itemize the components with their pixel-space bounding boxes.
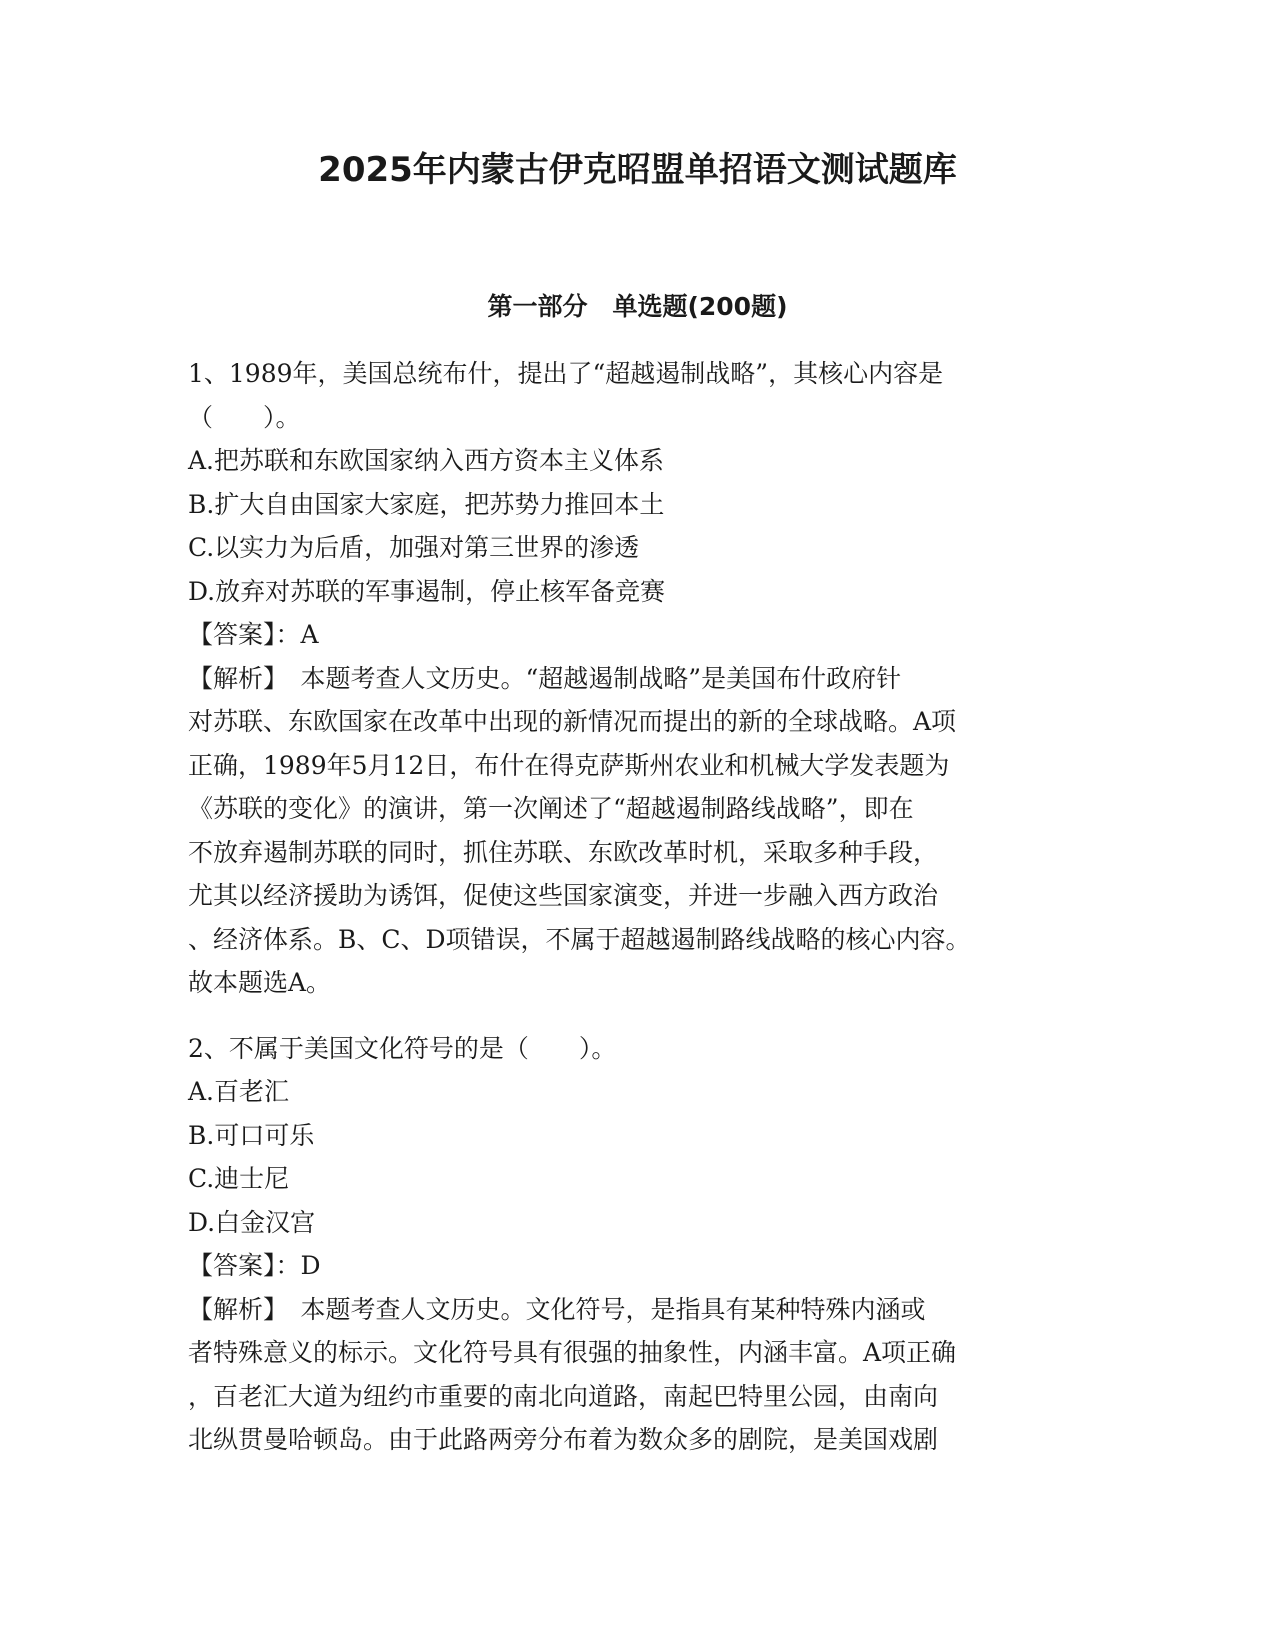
answer-line: 【答案】：A <box>188 620 319 649</box>
option-a: A.把苏联和东欧国家纳入西方资本主义体系 <box>188 446 665 475</box>
question-stem-line: （ ）。 <box>188 402 301 432</box>
analysis-line: 正确，1989年5月12日，布什在得克萨斯州农业和机械大学发表题为 <box>188 750 950 780</box>
analysis-line: 不放弃遏制苏联的同时，抓住苏联、东欧改革时机，采取多种手段， <box>188 837 939 867</box>
question-1 <box>188 352 1088 1005</box>
option-b: B.可口可乐 <box>188 1120 315 1150</box>
analysis-line: ，百老汇大道为纽约市重要的南北向道路，南起巴特里公园，由南向 <box>188 1381 939 1411</box>
option-c: C.迪士尼 <box>188 1164 290 1193</box>
question-stem-line: 2、不属于美国文化符号的是（ ）。 <box>188 1033 617 1063</box>
analysis-line: 【解析】 本题考查人文历史。“超越遏制战略”是美国布什政府针 <box>188 663 902 693</box>
analysis-line: 对苏联、东欧国家在改革中出现的新情况而提出的新的全球战略。A项 <box>188 707 957 736</box>
analysis-line: 北纵贯曼哈顿岛。由于此路两旁分布着为数众多的剧院，是美国戏剧 <box>188 1425 939 1454</box>
analysis-line: 【解析】 本题考查人文历史。文化符号，是指具有某种特殊内涵或 <box>188 1294 926 1324</box>
analysis-line: 者特殊意义的标示。文化符号具有很强的抽象性，内涵丰富。A项正确 <box>188 1338 957 1367</box>
question-separator <box>188 1005 1088 1027</box>
option-c: C.以实力为后盾，加强对第三世界的渗透 <box>188 533 640 562</box>
analysis-line: 故本题选A。 <box>188 968 332 997</box>
analysis-line: 尤其以经济援助为诱饵，促使这些国家演变，并进一步融入西方政治 <box>188 881 939 910</box>
option-d: D.放弃对苏联的军事遏制，停止核军备竞赛 <box>188 576 666 606</box>
answer-line: 【答案】：D <box>188 1251 321 1280</box>
question-body <box>188 352 1088 1462</box>
option-a: A.百老汇 <box>188 1077 290 1106</box>
analysis-line: 、经济体系。B、C、D项错误，不属于超越遏制路线战略的核心内容。 <box>188 924 971 954</box>
option-d: D.白金汉宫 <box>188 1207 316 1237</box>
section-heading: 第一部分 单选题(200题) <box>487 292 788 321</box>
analysis-line: 《苏联的变化》的演讲，第一次阐述了“超越遏制路线战略”，即在 <box>188 794 914 823</box>
question-stem-line: 1、1989年，美国总统布什，提出了“超越遏制战略”，其核心内容是 <box>188 359 944 388</box>
option-b: B.扩大自由国家大家庭，把苏势力推回本土 <box>188 489 665 519</box>
document-title: 2025年内蒙古伊克昭盟单招语文测试题库 <box>318 150 957 190</box>
question-2 <box>188 1027 1088 1462</box>
